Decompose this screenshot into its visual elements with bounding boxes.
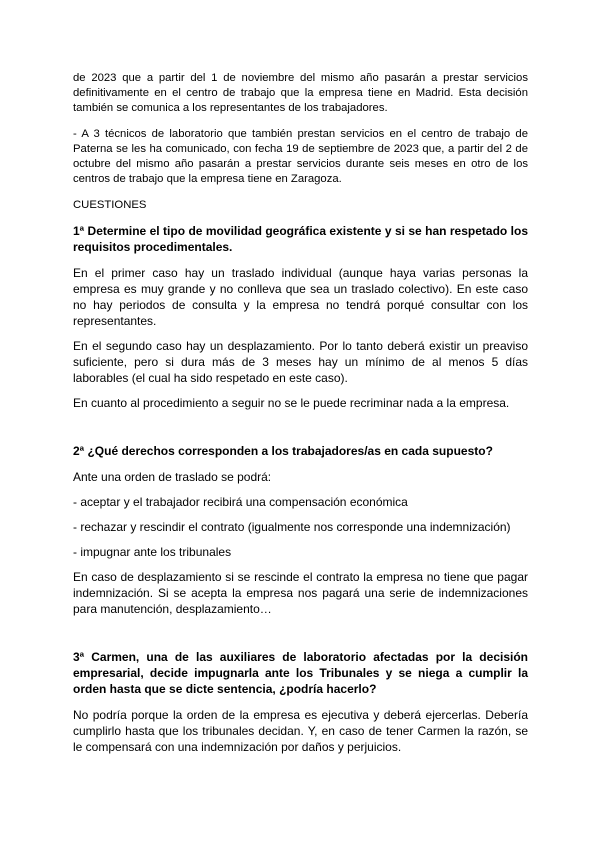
answer-paragraph: Ante una orden de traslado se podrá: [73,470,272,484]
intro-paragraph: de 2023 que a partir del 1 de noviembre del mismo año pasarán a prestar servicios definitivamente en el centro de trabajo que la empresa tiene en Madrid. Esta decisión también se comunica a los representantes de los trabajadores. [73,72,528,114]
answer-paragraph: En el segundo caso hay un desplazamiento. Por lo tanto deberá existir un preaviso suficiente, pero si dura más de 3 meses hay un mínimo de al menos 5 días laborables (el cual ha sido respetado en este caso). [73,339,528,385]
answer-paragraph: En caso de desplazamiento si se rescinde el contrato la empresa no tiene que pagar indemnización. Si se acepta la empresa nos pagará una serie de indemnizaciones para manutención, desplazamiento… [73,570,528,616]
answer-list-item: - impugnar ante los tribunales [73,545,232,559]
answer-paragraph: No podría porque la orden de la empresa es ejecutiva y deberá ejercerlas. Debería cumplirlo hasta que los tribunales decidan. Y, en caso de tener Carmen la razón, se le compensará con una indemnización por daños y perjuicios. [73,708,528,754]
spacer [73,420,528,443]
spacer [73,626,528,649]
answer-paragraph: En cuanto al procedimiento a seguir no se le puede recriminar nada a la empresa. [73,396,510,410]
cuestiones-heading: CUESTIONES [73,199,147,211]
question-title: 1ª Determine el tipo de movilidad geográfica existente y si se han respetado los requisitos procedimentales. [73,224,528,254]
answer-list-item: - rechazar y rescindir el contrato (igualmente nos corresponde una indemnización) [73,520,511,534]
answer-paragraph: En el primer caso hay un traslado individual (aunque haya varias personas la empresa es muy grande y no conlleva que sea un traslado colectivo). En este caso no hay periodos de consulta y la empresa no tendrá porqué consultar con los representantes. [73,266,528,328]
intro-section [73,71,528,213]
question-title: 3ª Carmen, una de las auxiliares de laboratorio afectadas por la decisión empresarial, decide impugnarla ante los Tribunales y se niega a cumplir la orden hasta que se dicte sentencia, ¿podría hacerlo? [73,650,528,696]
question-3-section [73,649,528,755]
question-title: 2ª ¿Qué derechos corresponden a los trabajadores/as en cada supuesto? [73,444,493,458]
answer-list-item: - aceptar y el trabajador recibirá una compensación económica [73,495,408,509]
intro-paragraph: - A 3 técnicos de laboratorio que también prestan servicios en el centro de trabajo de Paterna se les ha comunicado, con fecha 19 de septiembre de 2023 que, a partir del 2 de octubre del mismo año pasarán a prestar servicios durante seis meses en otro de los centros de trabajo que la empresa tiene en Zaragoza. [73,128,528,185]
question-2-section [73,443,528,617]
question-1-section [73,223,528,411]
